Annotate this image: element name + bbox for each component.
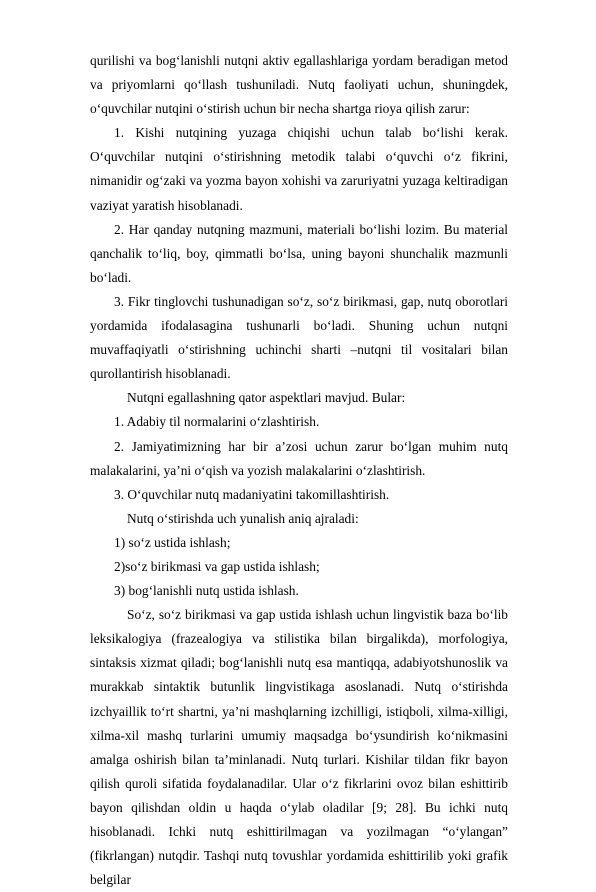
paragraph: 1. Kishi nutqining yuzaga chiqishi uchun talab bo‘lishi kerak. O‘quvchilar nutqini o‘stirishning metodik talabi o‘quvchi o‘z fikrini, nimanidir og‘zaki va yozma bayon xohishi va zaruriyatni yuzaga keltiradigan vaziyat yaratish hisoblanadi. <box>90 125 508 213</box>
paragraph: qurilishi va bog‘lanishli nutqni aktiv egallashlariga yordam beradigan metod va priyomlarni qo‘llash tushuniladi. Nutq faoliyati uchun, shuningdek, o‘quvchilar nutqini o‘stirish uchun bir necha shartga rioya qilish zarur: <box>90 53 508 117</box>
list-item: 2. Jamiyatimizning har bir a’zosi uchun zarur bo‘lgan muhim nutq malakalarini, ya’ni o‘qish va yozish malakalarini o‘zlashtirish. <box>90 438 508 478</box>
list-item: 1) so‘z ustida ishlash; <box>114 534 231 550</box>
list-item: 2)so‘z birikmasi va gap ustida ishlash; <box>114 558 320 574</box>
paragraph: 2. Har qanday nutqning mazmuni, materiali bo‘lishi lozim. Bu material qanchalik to‘liq, boy, qimmatli bo‘lsa, uning bayoni shunchalik mazmunli bo‘ladi. <box>90 221 508 285</box>
list-item: 3) bog‘lanishli nutq ustida ishlash. <box>114 583 299 599</box>
body-text <box>90 49 508 892</box>
list-item: 3. O‘quvchilar nutq madaniyatini takomillashtirish. <box>114 486 390 502</box>
paragraph: Nutq o‘stirishda uch yunalish aniq ajraladi: <box>127 510 359 526</box>
paragraph: Nutqni egallashning qator aspektlari mavjud. Bular: <box>127 390 406 406</box>
paragraph: So‘z, so‘z birikmasi va gap ustida ishlash uchun lingvistik baza bo‘lib leksikalogiya (frazealogiya va stilistika bilan birgalikda), morfologiya, sintaksis xizmat qiladi; bog‘lanishli nutq esa mantiqqa, adabiyotshunoslik va murakkab sintaktik butunlik lingvistikaga asoslanadi. Nutq o‘stirishda izchyaillik to‘rt shartni, ya’ni mashqlarning izchilligi, istiqboli, xilma-xilligi, xilma-xil mashq turlarini umumiy maqsadga bo‘ysundirish ko‘nikmasini amalga oshirish bilan ta’minlanadi. Nutq turlari. Kishilar tildan fikr bayon qilish quroli sifatida foydalanadilar. Ular o‘z fikrlarini ovoz bilan eshittirib bayon qilishdan oldin u haqda o‘ylab oladilar [9; 28]. Bu ichki nutq hisoblanadi. Ichki nutq eshittirilmagan va yozilmagan “o‘ylangan” (fikrlangan) nutqdir. Tashqi nutq tovushlar yordamida eshittirilib yoki grafik belgilar <box>90 607 508 888</box>
list-item: 1. Adabiy til normalarini o‘zlashtirish. <box>114 414 320 430</box>
paragraph: 3. Fikr tinglovchi tushunadigan so‘z, so‘z birikmasi, gap, nutq oborotlari yordamida ifodalasagina tushunarli bo‘ladi. Shuning uchun nutqni muvaffaqiyatli o‘stirishning uchinchi sharti –nutqni til vositalari bilan qurollantirish hisoblanadi. <box>90 293 508 382</box>
